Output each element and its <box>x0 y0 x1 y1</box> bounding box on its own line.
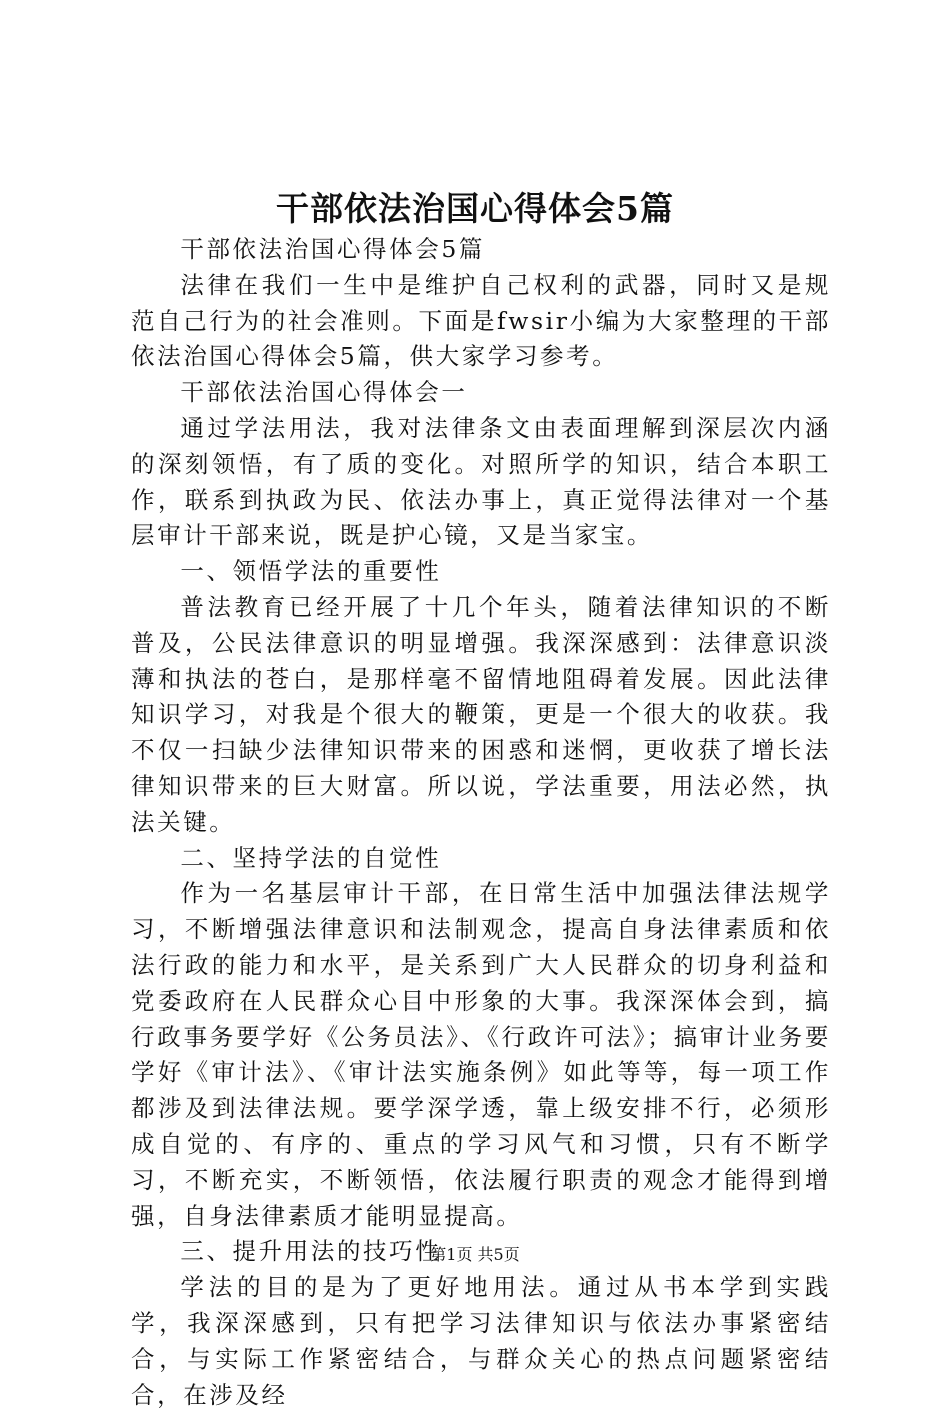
paragraph: 通过学法用法，我对法律条文由表面理解到深层次内涵的深刻领悟，有了质的变化。对照所学的知识，结合本职工作，联系到执政为民、依法办事上，真正觉得法律对一个基层审计干部来说，既是护心镜，又是当家宝。 <box>131 413 831 550</box>
subheading: 一、领悟学法的重要性 <box>180 557 442 586</box>
paragraph: 普法教育已经开展了十几个年头，随着法律知识的不断普及，公民法律意识的明显增强。我深深感到：法律意识淡薄和执法的苍白，是那样毫不留情地阻碍着发展。因此法律知识学习，对我是个很大的鞭策，更是一个很大的收获。我不仅一扫缺少法律知识带来的困惑和迷惘，更收获了增长法律知识带来的巨大财富。所以说，学法重要，用法必然，执法关键。 <box>131 592 831 836</box>
paragraph: 作为一名基层审计干部，在日常生活中加强法律法规学习，不断增强法律意识和法制观念，提高自身法律素质和依法行政的能力和水平，是关系到广大人民群众的切身利益和党委政府在人民群众心目中形象的大事。我深深体会到，搞行政事务要学好《公务员法》、《行政许可法》；搞审计业务要学好《审计法》、《审计法实施条例》如此等等，每一项工作都涉及到法律法规。要学深学透，靠上级安排不行，必须形成自觉的、有序的、重点的学习风气和习惯，只有不断学习，不断充实，不断领悟，依法履行职责的观念才能得到增强，自身法律素质才能明显提高。 <box>131 879 831 1230</box>
document-title: 干部依法治国心得体会5篇 <box>276 189 674 228</box>
paragraph-subtitle: 干部依法治国心得体会5篇 <box>180 235 485 263</box>
subheading: 三、提升用法的技巧性 <box>180 1237 442 1266</box>
page-footer: 第1页 共5页 <box>430 1245 520 1264</box>
section-heading-one: 干部依法治国心得体会一 <box>180 378 468 407</box>
paragraph-intro: 法律在我们一生中是维护自己权利的武器，同时又是规范自己行为的社会准则。下面是fwsir小编为大家整理的干部依法治国心得体会5篇，供大家学习参考。 <box>131 270 831 371</box>
paragraph: 学法的目的是为了更好地用法。通过从书本学到实践学，我深深感到，只有把学习法律知识与依法办事紧密结合，与实际工作紧密结合，与群众关心的热点问题紧密结合，在涉及经 <box>131 1273 831 1409</box>
subheading: 二、坚持学法的自觉性 <box>180 843 442 872</box>
document-body <box>131 232 831 1413</box>
